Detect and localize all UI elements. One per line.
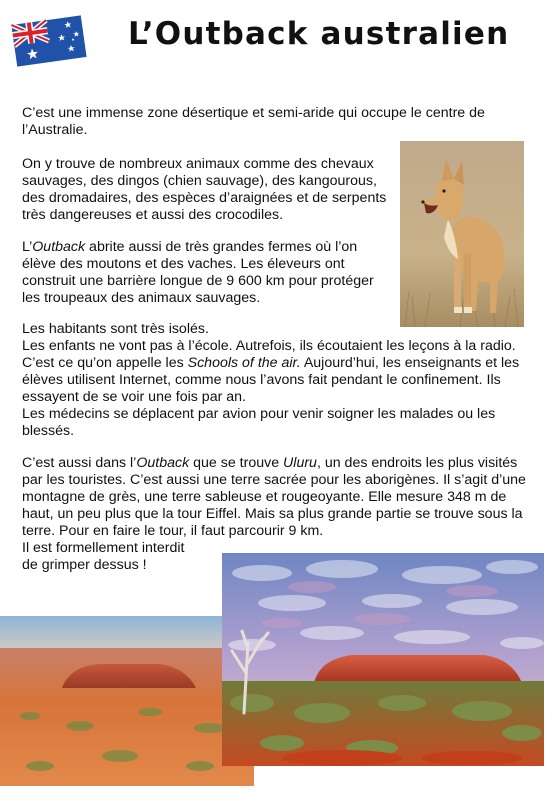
- paragraph-people: Les habitants sont très isolés. Les enfants ne vont pas à l’école. Autrefois, ils écoutaient les leçons à la radio. C’est ce qu’on appelle les Schools of the air. Aujourd’hui, les enseignants et les élèves utilisent Internet, comme nous l’avons fait pendant le confinement. Ils essayent de se voir une fois par an. Les médecins se déplacent par avion pour venir soigner les malades ou les blessés.: [22, 321, 520, 439]
- dingo-photo: [400, 141, 524, 327]
- paragraph-animals: On y trouve de nombreux animaux comme des chevaux sauvages, des dingos (chien sauvage), des kangourous, des dromadaires, des espèces d’araignées et de serpents très dangereuses et aussi des crocodiles.: [22, 156, 387, 223]
- australian-flag-icon: [10, 12, 88, 70]
- uluru-sunset-photo: [222, 553, 544, 766]
- paragraph-farms: L’Outback abrite aussi de très grandes fermes où l’on élève des moutons et des vaches. Les éleveurs ont construit une barrière longue de 9 600 km pour protéger les troupeaux des animaux sauvages.: [22, 239, 374, 306]
- paragraph-uluru: C’est aussi dans l’Outback que se trouve Uluru, un des endroits les plus visités par les touristes. C’est aussi une terre sacrée pour les aborigènes. Il s’agit d’une montagne de grès, une terre sableuse et rougeoyante. Elle mesure 348 m de haut, un peu plus que la tour Eiffel. Mais sa plus grande partie se trouve sous la terre. Pour en faire le tour, il faut parcourir 9 km. Il est formellement interdit de grimper dessus !: [22, 455, 526, 573]
- page-title: L’Outback australien: [128, 16, 510, 52]
- uluru-aerial-photo: [0, 616, 254, 786]
- paragraph-intro: C’est une immense zone désertique et semi-aride qui occupe le centre de l’Australie.: [22, 105, 485, 138]
